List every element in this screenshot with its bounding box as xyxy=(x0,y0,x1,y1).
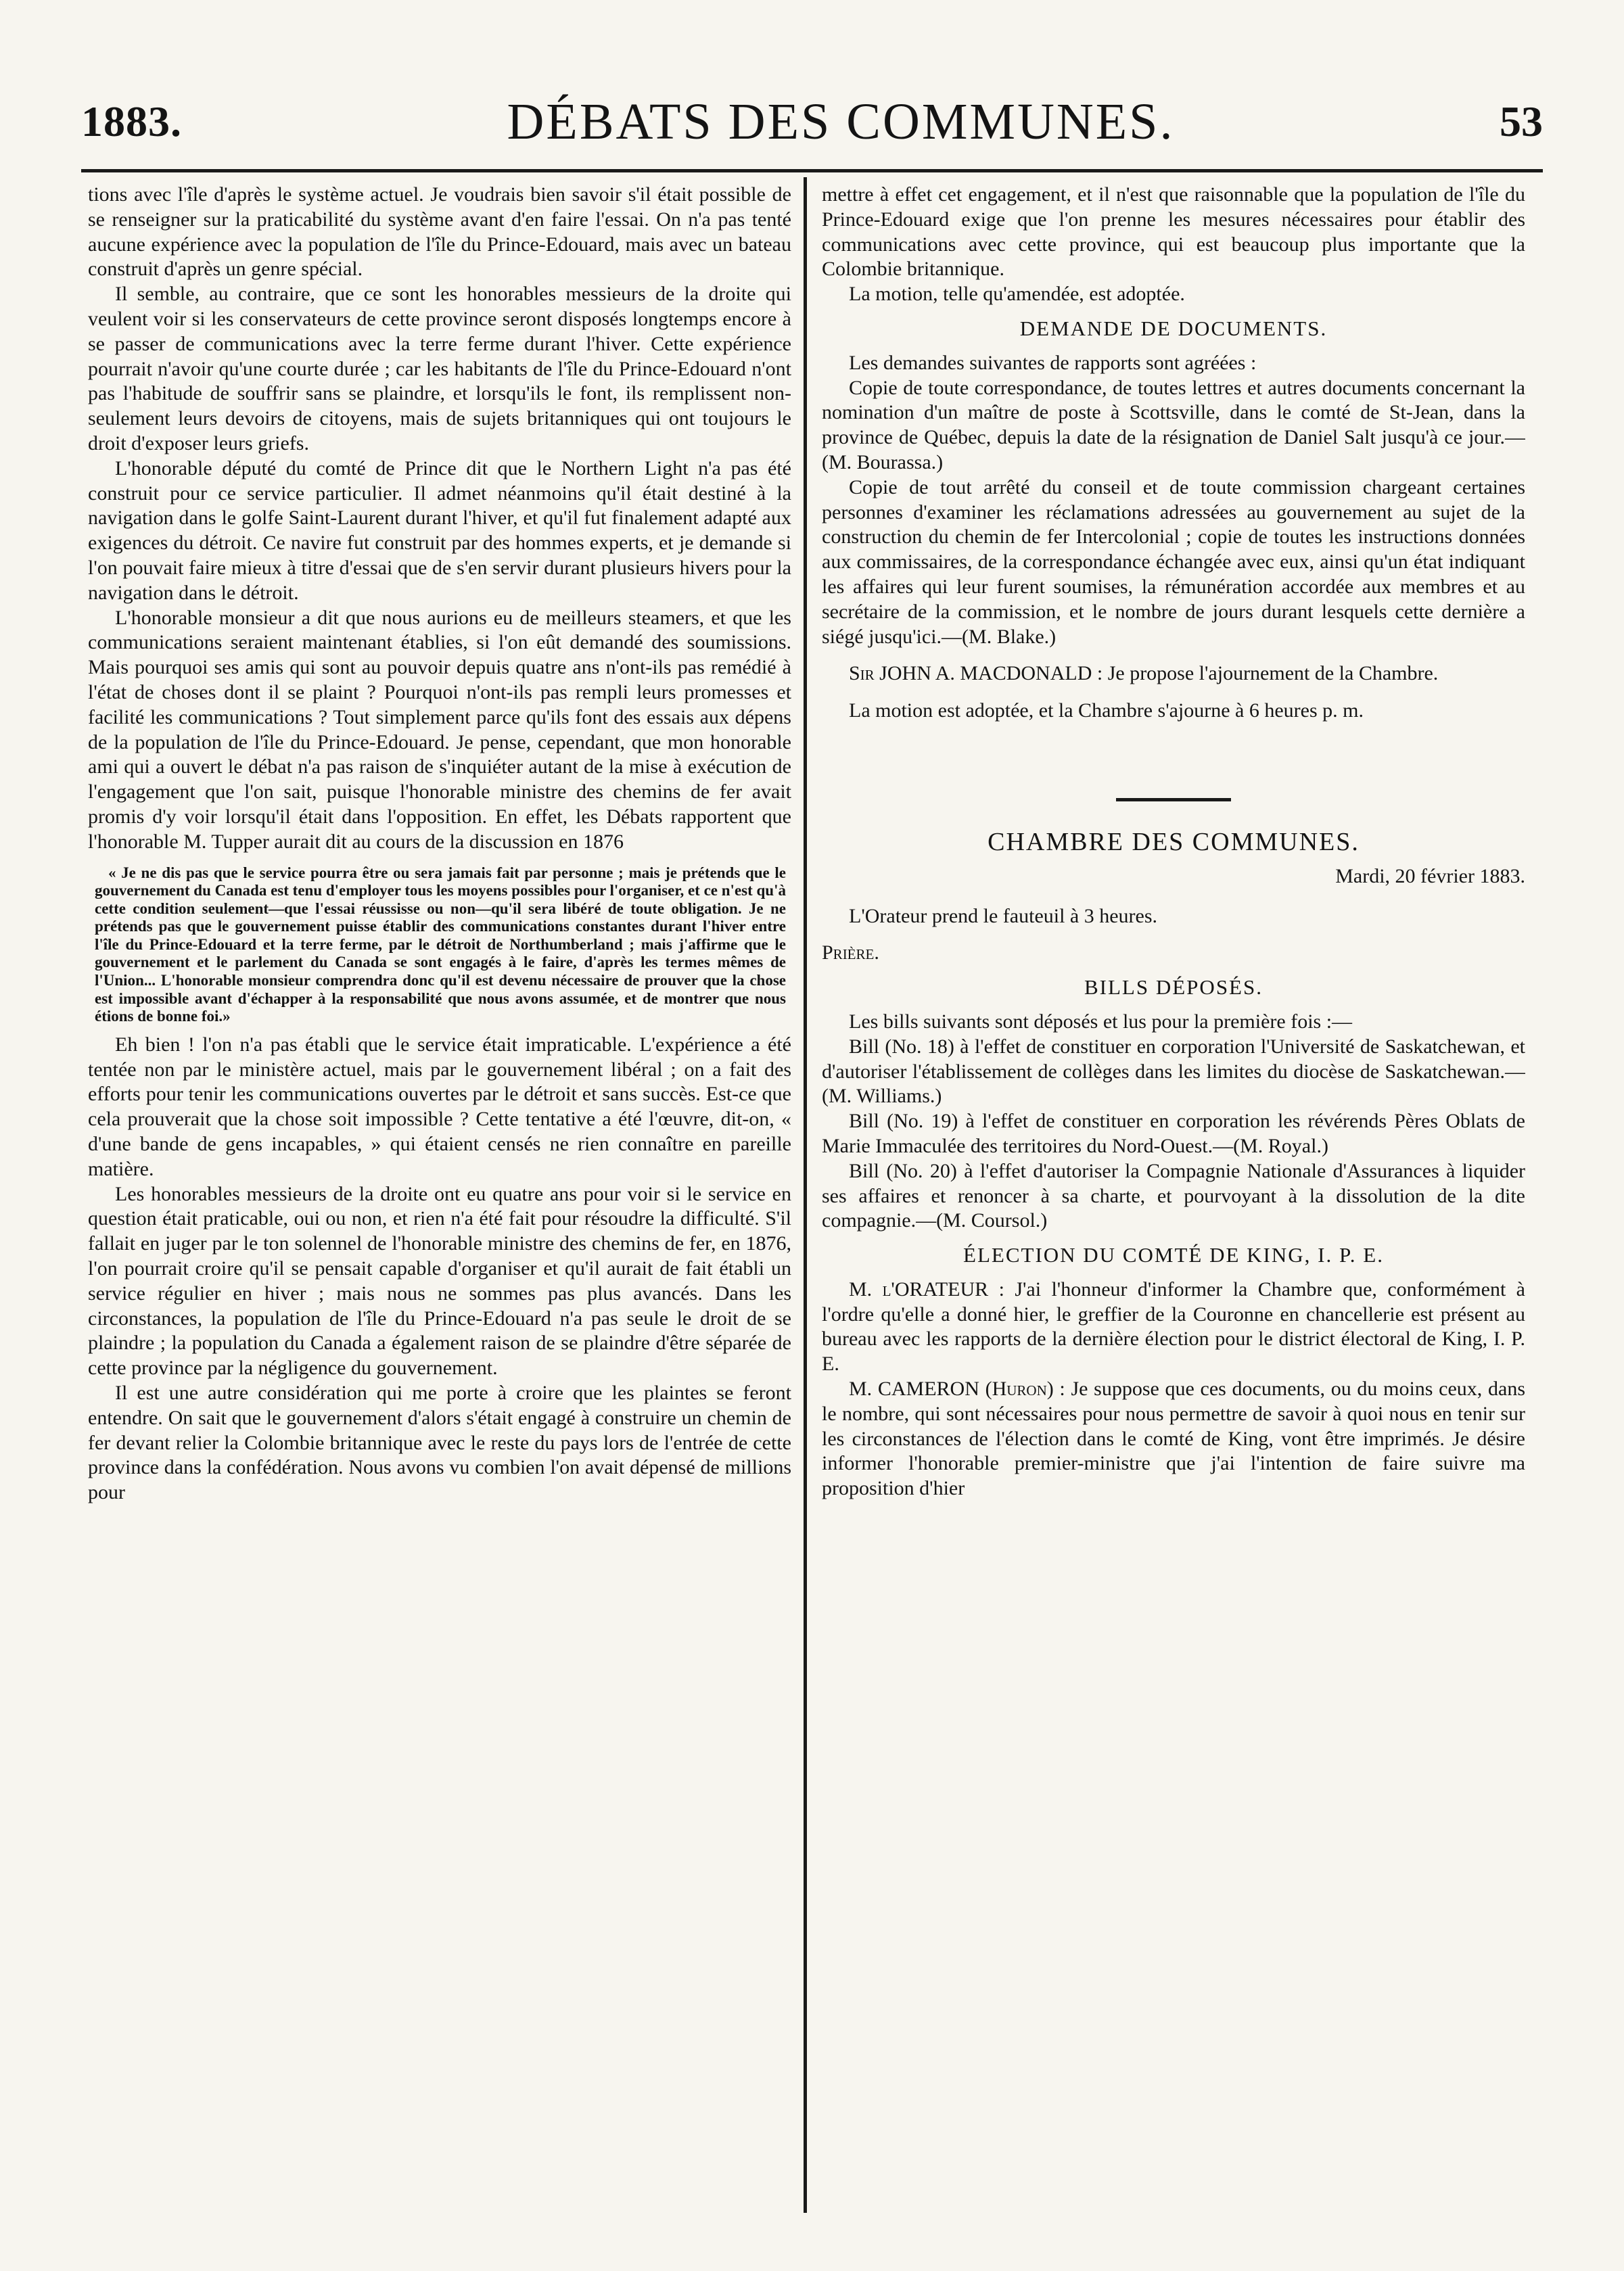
chamber-heading: CHAMBRE DES COMMUNES. xyxy=(988,827,1360,856)
section-heading-bills: BILLS DÉPOSÉS. xyxy=(1084,975,1263,1000)
requests-intro: Les demandes suivantes de rapports sont agréées : xyxy=(849,351,1257,374)
session-date: Mardi, 20 février 1883. xyxy=(1335,864,1525,887)
page-header xyxy=(81,81,1543,162)
left-paragraph-3: L'honorable député du comté de Prince dit que le Northern Light n'a pas été construit pour ce service particulier. Il admet néanmoins qu'il était destiné à la navigation dans le golfe Saint-Laurent durant l'hiver, et qu'il fut finalement adapté aux exigences du détroit. Ce navire fut construit par des hommes experts, et je demande si l'on pouvait faire mieux à titre d'essai que de s'en servir durant plusieurs hivers pour la navigation dans le détroit. xyxy=(88,456,791,604)
cameron-statement xyxy=(822,1377,1525,1501)
left-quotation: « Je ne dis pas que le service pourra être ou sera jamais fait par personne ; mais je prétends que le gouvernement du Canada est tenu d'employer tous les moyens possibles pour l'organiser, et ce n'est qu'à cette condition seulement—que l'essai réussisse ou non—qu'il sera libéré de toute obligation. Je ne prétends pas que le gouvernement puisse établir des communications constantes durant l'hiver entre l'île du Prince-Edouard et la terre ferme, par le détroit de Northumberland ; mais j'affirme que le gouvernement et le parlement du Canada se sont engagés à le faire, d'après les termes mêmes de l'Union... L'honorable monsieur comprendra donc qu'il est devenu nécessaire de prouver que la chose est impossible avant d'échapper à la responsabilité que nous avons assumée, et de montrer que nous étions de bonne foi.» xyxy=(95,864,786,1025)
left-paragraph-4: L'honorable monsieur a dit que nous aurions eu de meilleurs steamers, et que les communications seraient maintenant établies, si l'on eût demandé des soumissions. Mais pourquoi ses amis qui sont au pouvoir depuis quatre ans n'ont-ils pas remédié à l'état de choses dont il se plaint ? Pourquoi n'ont-ils pas rempli leurs promesses et facilité les communications ? Tout simplement parce qu'ils font des essais aux dépens de la population de l'île du Prince-Edouard. Je pense, cependant, que mon honorable ami qui a ouvert le débat n'a pas raison de s'inquiéter autant de la mise à exécution de l'engagement que l'on sait, puisque l'honorable ministre des chemins de fer avait promis d'y voir lorsqu'il était dans l'opposition. En effet, les Débats rapportent que l'honorable M. Tupper aurait dit au cours de la discussion en 1876 xyxy=(88,606,791,853)
bill-18: Bill (No. 18) à l'effet de constituer en corporation l'Université de Saskatchewan, et d'autoriser l'établissement de collèges dans les limites du diocèse de Saskatchewan.—(M. Williams.) xyxy=(822,1035,1525,1108)
section-separator xyxy=(1116,798,1231,801)
prayer: Prière. xyxy=(822,941,879,964)
header-title: DÉBATS DES COMMUNES. xyxy=(507,93,1175,150)
speaker-cameron: M. CAMERON (Huron) : xyxy=(849,1378,1065,1401)
adjournment: La motion est adoptée, et la Chambre s'ajourne à 6 heures p. m. xyxy=(849,699,1364,722)
bill-19: Bill (No. 19) à l'effet de constituer en corporation les révérends Pères Oblats de Marie Immaculée des territoires du Nord-Ouest.—(M. Royal.) xyxy=(822,1110,1525,1157)
left-column xyxy=(88,183,791,2232)
speaker-takes-chair: L'Orateur prend le fauteuil à 3 heures. xyxy=(849,904,1158,927)
speaker-statement-text: J'ai l'honneur d'informer la Chambre que, conformément à l'ordre qu'elle a donné hier, le greffier de la Couronne en chancellerie est présent au bureau avec les rapports de la dernière élection pour le district électoral de King, I. P. E. xyxy=(822,1278,1525,1376)
section-heading-election: ÉLECTION DU COMTÉ DE KING, I. P. E. xyxy=(963,1243,1384,1267)
column-divider xyxy=(804,177,807,2213)
motion-adopted: La motion, telle qu'amendée, est adoptée. xyxy=(849,283,1185,306)
cameron-statement-text: Je suppose que ces documents, ou du moins ceux, dans le nombre, qui sont nécessaires pour nous permettre de savoir à quoi nous en tenir sur les circonstances de l'élection dans le comté de King, vont être imprimés. Je désire informer l'honorable premier-ministre que j'ai l'intention de faire suivre ma proposition d'hier xyxy=(822,1378,1525,1500)
left-paragraph-6: Les honorables messieurs de la droite ont eu quatre ans pour voir si le service en question était praticable, oui ou non, et rien n'a été fait pour résoudre la difficulté. S'il fallait en juger par le ton solennel de l'honorable ministre des chemins de fer, en 1876, l'on pourrait croire qu'il se pensait capable d'organiser et qu'il aurait de fait établi un service régulier en hiver ; mais nous ne sommes pas plus avancés. Dans les circonstances, la population de l'île du Prince-Edouard n'a pas seule le droit de se plaindre ; la population du Canada a également raison de se plaindre d'être séparée de cette province par la négligence du gouvernement. xyxy=(88,1182,791,1380)
header-year: 1883. xyxy=(81,97,182,145)
speaker-statement xyxy=(822,1278,1525,1377)
speaker-orateur: M. l'ORATEUR : xyxy=(849,1278,1004,1301)
bill-20: Bill (No. 20) à l'effet d'autoriser la Compagnie Nationale d'Assurances à liquider ses affaires et renoncer à sa charte, et pourvoyant à la dissolution de la dite compagnie.—(M. Coursol.) xyxy=(822,1159,1525,1232)
section-heading-documents: DEMANDE DE DOCUMENTS. xyxy=(1019,316,1328,340)
bills-intro: Les bills suivants sont déposés et lus pour la première fois :— xyxy=(849,1010,1353,1033)
speaker-macdonald: Sir JOHN A. MACDONALD : xyxy=(849,662,1103,685)
left-paragraph-5: Eh bien ! l'on n'a pas établi que le service était impraticable. L'expérience a été tentée non par le ministère actuel, mais par le gouvernement libéral ; on a fait des efforts pour tenir les communications ouvertes par le détroit et sans succès. Est-ce que cela prouverait que la chose soit impossible ? Cette tentative a été l'œuvre, dit-on, « d'une bande de gens incapables, » qui étaient censés ne rien connaître en pareille matière. xyxy=(88,1033,791,1180)
page-number: 53 xyxy=(1499,97,1543,145)
request-bourassa: Copie de toute correspondance, de toutes lettres et autres documents concernant la nomination d'un maître de poste à Scottsville, dans le comté de St-Jean, dans la province de Québec, depuis la date de la résignation de Daniel Salt jusqu'à ce jour.—(M. Bourassa.) xyxy=(822,376,1525,473)
header-rule xyxy=(81,169,1543,172)
macdonald-motion-text: Je propose l'ajournement de la Chambre. xyxy=(1107,662,1439,685)
macdonald-motion xyxy=(822,661,1525,686)
right-paragraph-1: mettre à effet cet engagement, et il n'est que raisonnable que la population de l'île du Prince-Edouard exige que l'on prenne les mesures nécessaires pour établir des communications avec cette province, qui est beaucoup plus importante que la Colombie britannique. xyxy=(822,183,1525,281)
left-paragraph-1: tions avec l'île d'après le système actuel. Je voudrais bien savoir s'il était possible de se renseigner sur la praticabilité du système avant d'en faire l'essai. On n'a pas tenté aucune expérience avec la population de l'île du Prince-Edouard, mais avec un bateau construit d'après un genre spécial. xyxy=(88,183,791,281)
left-paragraph-7: Il est une autre considération qui me porte à croire que les plaintes se feront entendre. On sait que le gouvernement d'alors s'était engagé à construire un chemin de fer devant relier la Colombie britannique avec le reste du pays lors de l'entrée de cette province dans la confédération. Nous avons vu combien l'on avait dépensé de millions pour xyxy=(88,1382,791,1504)
left-paragraph-2: Il semble, au contraire, que ce sont les honorables messieurs de la droite qui veulent voir si les conservateurs de cette province seront disposés longtemps encore à se passer de communications avec la terre ferme durant l'hiver. Cette expérience pourrait n'avoir qu'une courte durée ; car les habitants de l'île du Prince-Edouard n'ont pas l'habitude de souffrir sans se plaindre, et lorsqu'ils le font, ils remplissent non-seulement leurs devoirs de citoyens, mais de sujets britanniques qui ont toujours le droit d'exposer leurs griefs. xyxy=(88,283,791,454)
right-column xyxy=(822,183,1525,2232)
request-blake: Copie de tout arrêté du conseil et de toute commission chargeant certaines personnes d'examiner les réclamations adressées au gouvernement au sujet de la construction du chemin de fer Intercolonial ; copie de toutes les instructions données aux commissaires, de la correspondance échangée avec eux, ainsi qu'un état indiquant les affaires qui leur furent soumises, la rémunération accordée aux membres et au secrétaire de la commission, et le nombre de jours durant lesquels cette dernière a siégé jusqu'ici.—(M. Blake.) xyxy=(822,475,1525,648)
